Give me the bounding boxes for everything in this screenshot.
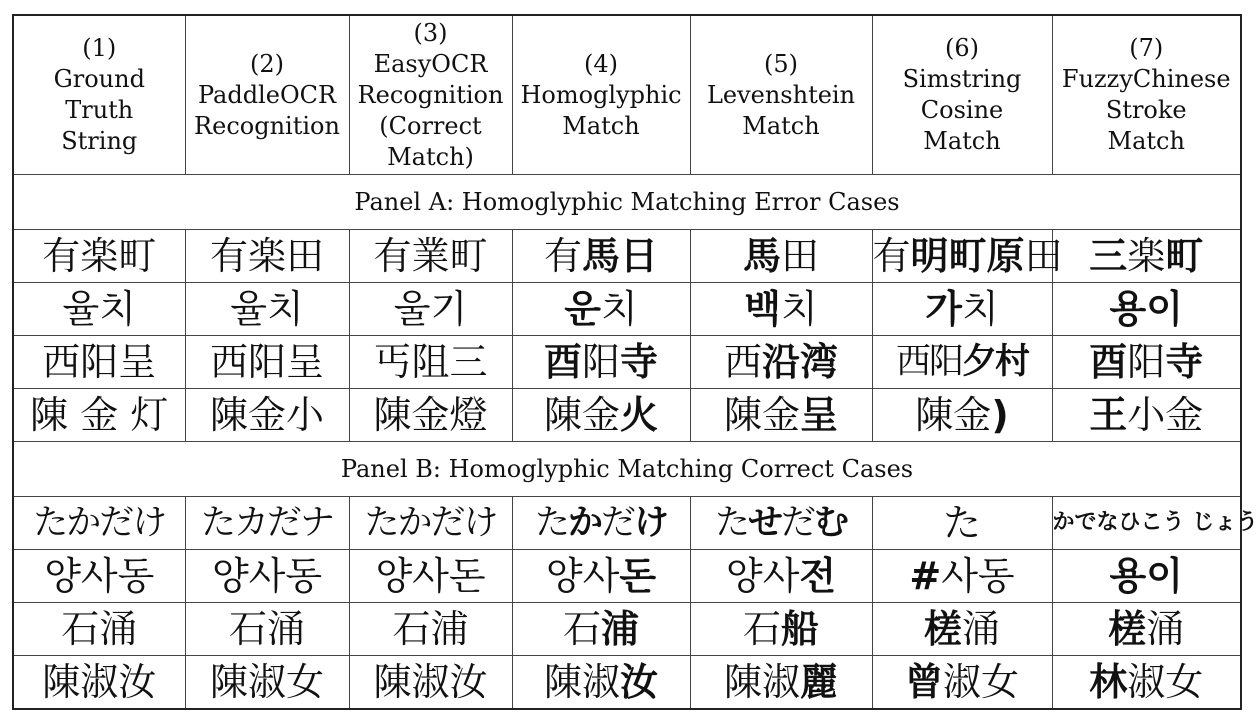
header-line: Truth — [65, 96, 134, 124]
header-line: FuzzyChinese — [1061, 65, 1231, 93]
header-line: Homoglyphic — [520, 80, 682, 109]
table-cell — [512, 603, 690, 656]
table-cell — [1052, 336, 1241, 389]
mismatch-segment: 용이 — [1109, 287, 1183, 331]
text-segment: 양사 — [725, 554, 800, 598]
text-segment: 陳金 — [543, 393, 620, 437]
text-segment: た — [942, 501, 981, 545]
table-row — [13, 656, 1241, 710]
text-segment: 石涌 — [61, 607, 138, 651]
text-segment: 西 — [723, 340, 762, 384]
table-cell — [512, 497, 690, 550]
table-cell — [690, 497, 872, 550]
table-row — [13, 283, 1241, 336]
mismatch-segment: 夕村 — [962, 342, 1029, 382]
text-segment: 양사동 — [44, 554, 155, 598]
table-cell — [872, 389, 1052, 442]
text-segment: 울기 — [393, 287, 468, 331]
table-cell — [349, 336, 512, 389]
text-segment: 西阳呈 — [209, 340, 324, 384]
mismatch-segment: む — [814, 503, 848, 543]
text-segment: 양사돈 — [375, 554, 486, 598]
table-cell — [185, 550, 349, 603]
table-row — [13, 550, 1241, 603]
text-segment: 양사동 — [211, 554, 323, 598]
text-segment: 田 — [781, 234, 820, 278]
table-cell — [1052, 497, 1258, 550]
table-cell — [13, 336, 185, 389]
text-segment: 丐阻三 — [373, 340, 488, 384]
header-line: Levenshtein — [706, 80, 856, 109]
mismatch-segment: 운 — [564, 287, 601, 331]
text-segment: 陳淑汝 — [42, 660, 157, 704]
table-row — [13, 230, 1241, 283]
table-cell — [690, 550, 872, 603]
header-line: Stroke — [1105, 96, 1187, 124]
text-segment: 치 — [781, 287, 818, 331]
text-segment: 淑女 — [1127, 660, 1204, 704]
table-cell — [185, 336, 349, 389]
header-line: Match — [923, 127, 1001, 155]
column-header — [349, 15, 512, 175]
panel-b-row — [13, 442, 1241, 497]
mismatch-segment: 酉 — [543, 340, 582, 384]
text-segment: た — [714, 503, 748, 543]
mismatch-segment: # — [909, 554, 942, 598]
table-cell — [185, 230, 349, 283]
table-cell — [1052, 603, 1241, 656]
text-segment: 有 — [543, 234, 582, 278]
table-cell — [512, 656, 690, 710]
text-segment: 石涌 — [228, 607, 305, 651]
table-cell — [1052, 389, 1241, 442]
table-cell — [1052, 656, 1241, 710]
text-segment: 有楽町 — [42, 234, 157, 278]
mismatch-segment: 呈 — [800, 393, 839, 437]
header-line: Match) — [387, 142, 474, 171]
table-cell — [185, 603, 349, 656]
text-segment: 西阳 — [895, 342, 962, 382]
mismatch-segment: 明町原 — [910, 234, 1025, 278]
text-segment: 陳 金 灯 — [30, 393, 169, 437]
column-header — [185, 15, 349, 175]
table-row — [13, 389, 1241, 442]
text-segment: だ — [601, 503, 635, 543]
table-cell — [1052, 550, 1241, 603]
header-line: (7) — [1129, 34, 1164, 62]
text-segment: 楽 — [1127, 234, 1166, 278]
mismatch-segment: 돈 — [619, 554, 657, 598]
table-cell — [872, 283, 1052, 336]
table-cell — [872, 550, 1052, 603]
table-cell — [185, 389, 349, 442]
table-cell — [349, 283, 512, 336]
table-cell — [185, 656, 349, 710]
table-row — [13, 497, 1241, 550]
table-row — [13, 603, 1241, 656]
text-segment: 石 — [742, 607, 781, 651]
table-row — [13, 336, 1241, 389]
text-segment: 陳淑 — [543, 660, 620, 704]
table-cell — [13, 389, 185, 442]
mismatch-segment: 町 — [1165, 234, 1204, 278]
text-segment: 율치 — [62, 287, 136, 331]
mismatch-segment: 酉 — [1089, 340, 1128, 384]
mismatch-segment: 麗 — [800, 660, 839, 704]
text-segment: 小金 — [1127, 393, 1204, 437]
mismatch-segment: 가 — [925, 287, 962, 331]
text-segment: 石浦 — [392, 607, 469, 651]
table-cell — [512, 283, 690, 336]
table-cell — [690, 336, 872, 389]
text-segment: 陳金小 — [209, 393, 324, 437]
header-line: (5) — [764, 49, 798, 78]
text-segment: だ — [781, 503, 815, 543]
text-segment: 양사 — [545, 554, 620, 598]
header-line: (Correct — [379, 111, 482, 140]
text-segment: 사동 — [941, 554, 1015, 598]
header-line: Recognition — [194, 111, 340, 140]
panel-a-row — [13, 175, 1241, 230]
text-segment: たカだナ — [200, 503, 333, 543]
mismatch-segment: ) — [991, 393, 1009, 437]
table-cell — [872, 336, 1052, 389]
table-cell — [349, 230, 512, 283]
text-segment: 율치 — [230, 287, 304, 331]
table-cell — [349, 550, 512, 603]
table-cell — [690, 603, 872, 656]
header-line: Ground — [53, 65, 145, 93]
header-row — [13, 15, 1241, 175]
text-segment: 石 — [562, 607, 601, 651]
mismatch-segment: か — [567, 503, 601, 543]
text-segment: 涌 — [962, 607, 1001, 651]
table-cell — [13, 497, 185, 550]
column-header — [872, 15, 1052, 175]
column-header — [690, 15, 872, 175]
header-line: (1) — [82, 34, 117, 62]
table-cell — [13, 230, 185, 283]
table-cell — [512, 230, 690, 283]
header-line: Cosine — [920, 96, 1004, 124]
header-line: Match — [742, 111, 820, 140]
header-line: String — [61, 127, 138, 155]
text-segment: 陳金燈 — [373, 393, 488, 437]
table-cell — [512, 336, 690, 389]
header-line: EasyOCR — [373, 49, 488, 78]
table-cell — [13, 283, 185, 336]
mismatch-segment: かでなひこう じょう — [1052, 510, 1258, 535]
panel-a-title: Panel A: Homoglyphic Matching Error Cases — [13, 175, 1241, 230]
column-header — [1052, 15, 1241, 175]
table-cell — [512, 550, 690, 603]
text-segment: 陳淑 — [723, 660, 800, 704]
mismatch-segment: 槎 — [923, 607, 962, 651]
text-segment: 치 — [601, 287, 638, 331]
text-segment: 涌 — [1146, 607, 1185, 651]
mismatch-segment: 寺 — [1165, 340, 1204, 384]
table-cell — [349, 389, 512, 442]
mismatch-segment: 三 — [1089, 234, 1128, 278]
mismatch-segment: 寺 — [620, 340, 659, 384]
text-segment: た — [534, 503, 568, 543]
table-cell — [13, 603, 185, 656]
text-segment: 有楽田 — [209, 234, 324, 278]
header-line: Match — [562, 111, 640, 140]
text-segment: 陳淑女 — [209, 660, 324, 704]
text-segment: 淑女 — [943, 660, 1020, 704]
table-cell — [1052, 283, 1241, 336]
text-segment: 田 — [1024, 234, 1063, 278]
mismatch-segment: 백 — [744, 287, 781, 331]
table-cell — [349, 656, 512, 710]
header-line: Recognition — [357, 80, 504, 109]
table-cell — [1052, 230, 1241, 283]
mismatch-segment: け — [634, 503, 668, 543]
text-segment: 陳金 — [723, 393, 800, 437]
table-cell — [185, 283, 349, 336]
text-segment: 陳金 — [915, 393, 992, 437]
header-line: (3) — [413, 18, 448, 47]
mismatch-segment: 전 — [799, 554, 837, 598]
mismatch-segment: 船 — [781, 607, 820, 651]
mismatch-segment: 火 — [620, 393, 659, 437]
text-segment: 치 — [962, 287, 999, 331]
table-cell — [872, 230, 1063, 283]
header-line: (2) — [250, 49, 284, 78]
text-segment: たかだけ — [33, 503, 166, 543]
mismatch-segment: 林 — [1089, 660, 1128, 704]
header-line: Simstring — [902, 65, 1022, 93]
table-cell — [690, 656, 872, 710]
mismatch-segment: 槎 — [1108, 607, 1147, 651]
text-segment: 阳 — [1127, 340, 1166, 384]
table-cell — [690, 230, 872, 283]
mismatch-segment: 王 — [1089, 393, 1128, 437]
table-cell — [349, 603, 512, 656]
panel-b-title: Panel B: Homoglyphic Matching Correct Cases — [13, 442, 1241, 497]
text-segment: 有業町 — [373, 234, 488, 278]
header-line: PaddleOCR — [197, 80, 337, 109]
column-header — [512, 15, 690, 175]
header-line: Match — [1107, 127, 1185, 155]
table-cell — [512, 389, 690, 442]
table-cell — [690, 283, 872, 336]
text-segment: 西阳呈 — [42, 340, 157, 384]
column-header — [13, 15, 185, 175]
text-segment: たかだけ — [364, 503, 497, 543]
table-cell — [872, 603, 1052, 656]
table-cell — [185, 497, 349, 550]
mismatch-segment: せ — [747, 503, 781, 543]
mismatch-segment: 汝 — [620, 660, 659, 704]
mismatch-segment: 浦 — [601, 607, 640, 651]
text-segment: 陳淑汝 — [373, 660, 488, 704]
mismatch-segment: 馬日 — [582, 234, 659, 278]
table-cell — [690, 389, 872, 442]
homoglyph-comparison-table — [12, 14, 1258, 710]
table-cell — [872, 656, 1052, 710]
mismatch-segment: 馬 — [742, 234, 781, 278]
text-segment: 有 — [872, 234, 911, 278]
header-line: (4) — [584, 49, 618, 78]
mismatch-segment: 용이 — [1109, 554, 1183, 598]
table-cell — [13, 656, 185, 710]
mismatch-segment: 曾 — [904, 660, 943, 704]
table-cell — [872, 497, 1052, 550]
mismatch-segment: 沿湾 — [762, 340, 839, 384]
text-segment: 阳 — [581, 340, 620, 384]
table-cell — [349, 497, 512, 550]
table-cell — [13, 550, 185, 603]
header-line: (6) — [945, 34, 979, 62]
